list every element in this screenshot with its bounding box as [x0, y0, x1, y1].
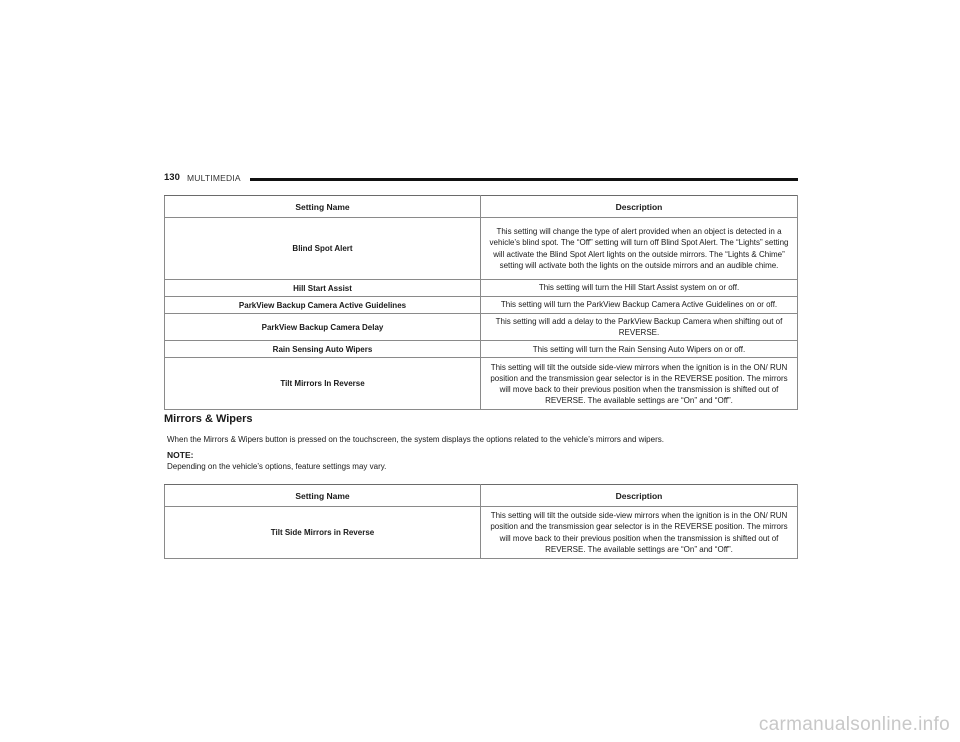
setting-description: This setting will turn the Rain Sensing Auto Wipers on or off. [481, 341, 798, 358]
setting-description: This setting will tilt the outside side-view mirrors when the ignition is in the ON/ RUN position and the transmission gear selector is in the REVERSE position. The mirrors will move back to their previous position when the transmission is shifted out of REVERSE. The available settings are “On” and “Off”. [481, 358, 798, 410]
setting-name: Blind Spot Alert [165, 218, 481, 280]
table-row [165, 218, 798, 280]
section-heading: Mirrors & Wipers [164, 413, 253, 425]
setting-description: This setting will turn the Hill Start Assist system on or off. [481, 280, 798, 297]
setting-name: ParkView Backup Camera Active Guidelines [165, 297, 481, 314]
table-header-row [165, 485, 798, 507]
page-header [164, 171, 798, 187]
setting-name: Hill Start Assist [165, 280, 481, 297]
table-row [165, 280, 798, 297]
setting-name: Rain Sensing Auto Wipers [165, 341, 481, 358]
note-text: Depending on the vehicle’s options, feature settings may vary. [167, 462, 387, 471]
col-header-description: Description [481, 196, 798, 218]
setting-description: This setting will change the type of alert provided when an object is detected in a vehicle’s blind spot. The “Off” setting will turn off Blind Spot Alert. The “Lights” setting will activate the Blind Spot Alert lights on the outside mirrors. The “Lights & Chime” setting will activate both the lights on the outside mirrors and an audible chime. [481, 218, 798, 280]
table-row [165, 314, 798, 341]
watermark: carmanualsonline.info [758, 714, 950, 735]
settings-table-2 [164, 484, 798, 559]
setting-name: ParkView Backup Camera Delay [165, 314, 481, 341]
settings-table-1 [164, 195, 798, 410]
setting-description: This setting will add a delay to the ParkView Backup Camera when shifting out of REVERSE. [481, 314, 798, 341]
col-header-description: Description [481, 485, 798, 507]
table-row [165, 341, 798, 358]
header-rule [250, 178, 798, 181]
section-body: When the Mirrors & Wipers button is pressed on the touchscreen, the system displays the options related to the vehicle’s mirrors and wipers. [167, 435, 664, 444]
page-number: 130 [164, 172, 180, 183]
table-row [165, 507, 798, 559]
setting-description: This setting will turn the ParkView Backup Camera Active Guidelines on or off. [481, 297, 798, 314]
table-row [165, 297, 798, 314]
col-header-setting-name: Setting Name [165, 196, 481, 218]
section-title: MULTIMEDIA [187, 173, 241, 183]
note-label: NOTE: [167, 450, 194, 460]
table-row [165, 358, 798, 410]
col-header-setting-name: Setting Name [165, 485, 481, 507]
setting-name: Tilt Mirrors In Reverse [165, 358, 481, 410]
setting-description: This setting will tilt the outside side-view mirrors when the ignition is in the ON/ RUN position and the transmission gear selector is in the REVERSE position. The mirrors will move back to their previous position when the transmission is shifted out of REVERSE. The available settings are “On” and “Off”. [481, 507, 798, 559]
setting-name: Tilt Side Mirrors in Reverse [165, 507, 481, 559]
table-header-row [165, 196, 798, 218]
